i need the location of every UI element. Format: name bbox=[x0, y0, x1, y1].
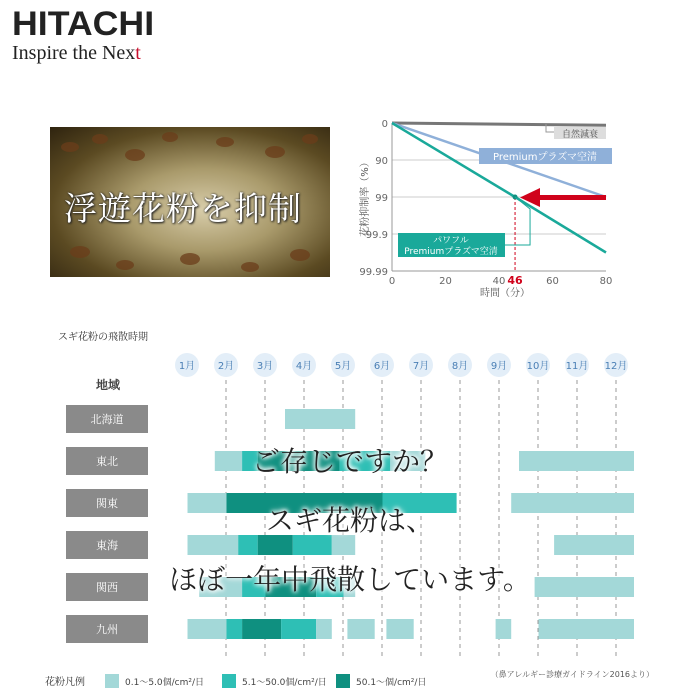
x-tick-label: 60 bbox=[546, 276, 559, 287]
region-label: 関東 bbox=[96, 497, 118, 510]
tagline-accent: t bbox=[135, 42, 141, 64]
natural-decay-label: 自然減衰 bbox=[561, 130, 599, 140]
region-column-header: 地域 bbox=[95, 378, 121, 392]
highlight-x-label: 46 bbox=[507, 274, 523, 287]
legend-label: 50.1～個/cm²/日 bbox=[356, 678, 427, 688]
y-tick-label: 99 bbox=[375, 193, 388, 204]
y-tick-label: 99.9 bbox=[365, 230, 388, 241]
premium-label: Premiumプラズマ空清 bbox=[493, 152, 597, 163]
month-label: 8月 bbox=[451, 361, 469, 372]
arrow-shaft bbox=[538, 195, 606, 200]
x-tick-label: 0 bbox=[388, 276, 396, 287]
pollen-bar bbox=[347, 619, 374, 639]
pollen-bar bbox=[386, 619, 413, 639]
source-note: （鼻アレルギー診療ガイドライン2016より） bbox=[490, 670, 654, 679]
brand-name: HITACHI bbox=[12, 5, 155, 43]
pollen-bar bbox=[539, 619, 635, 639]
region-label: 東北 bbox=[96, 455, 118, 468]
x-tick-label: 80 bbox=[599, 276, 613, 287]
pollen-bar bbox=[281, 619, 316, 639]
month-label: 3月 bbox=[256, 361, 274, 372]
legend-swatch bbox=[105, 674, 119, 688]
pollen-bar bbox=[242, 619, 281, 639]
month-label: 2月 bbox=[217, 361, 235, 372]
heatmap-title: スギ花粉の飛散時期 bbox=[58, 332, 148, 343]
legend-swatch bbox=[222, 674, 236, 688]
legend-label: 5.1～50.0個/cm²/日 bbox=[242, 678, 327, 688]
arrow-head bbox=[520, 188, 540, 207]
pollen-bar bbox=[316, 619, 332, 639]
x-axis-label: 時間（分） bbox=[480, 288, 530, 299]
region-label: 関西 bbox=[96, 581, 118, 594]
series-line bbox=[392, 123, 606, 125]
month-label: 9月 bbox=[490, 361, 508, 372]
month-label: 4月 bbox=[295, 361, 313, 372]
legend-title: 花粉凡例 bbox=[45, 677, 85, 688]
y-tick-label: 0 bbox=[381, 119, 388, 130]
month-label: 7月 bbox=[412, 361, 430, 372]
legend-label: 0.1～5.0個/cm²/日 bbox=[125, 678, 205, 688]
y-axis-label: 花粉抑制率（%） bbox=[360, 157, 371, 237]
month-label: 5月 bbox=[334, 361, 352, 372]
powerful-label-line-1: パワフル bbox=[433, 236, 469, 246]
y-tick-label: 99.99 bbox=[359, 267, 388, 278]
overlay-line-2: スギ花粉は、 bbox=[265, 504, 434, 537]
region-label: 北海道 bbox=[90, 413, 124, 426]
month-label: 11月 bbox=[565, 361, 589, 372]
overlay-line-3: ほぼ一年中飛散しています。 bbox=[169, 563, 531, 596]
month-label: 10月 bbox=[526, 361, 550, 372]
pollen-bar bbox=[227, 619, 243, 639]
y-tick-label: 90 bbox=[375, 156, 388, 167]
overlay-line-1: ご存じですか？ bbox=[251, 445, 448, 478]
photo-caption: 浮遊花粉を抑制 bbox=[64, 189, 302, 228]
month-label: 12月 bbox=[604, 361, 628, 372]
tagline-main: Inspire the Nex bbox=[12, 42, 136, 64]
pollen-bar bbox=[496, 619, 512, 639]
region-label: 東海 bbox=[96, 539, 118, 552]
x-tick-label: 40 bbox=[492, 276, 506, 287]
legend-swatch bbox=[336, 674, 350, 688]
pollen-bar bbox=[285, 409, 355, 429]
month-label: 1月 bbox=[178, 361, 196, 372]
powerful-label-line-2: Premiumプラズマ空清 bbox=[404, 247, 498, 257]
region-label: 九州 bbox=[96, 623, 118, 636]
pollen-bar bbox=[188, 619, 227, 639]
month-label: 6月 bbox=[373, 361, 391, 372]
x-tick-label: 20 bbox=[439, 276, 452, 287]
